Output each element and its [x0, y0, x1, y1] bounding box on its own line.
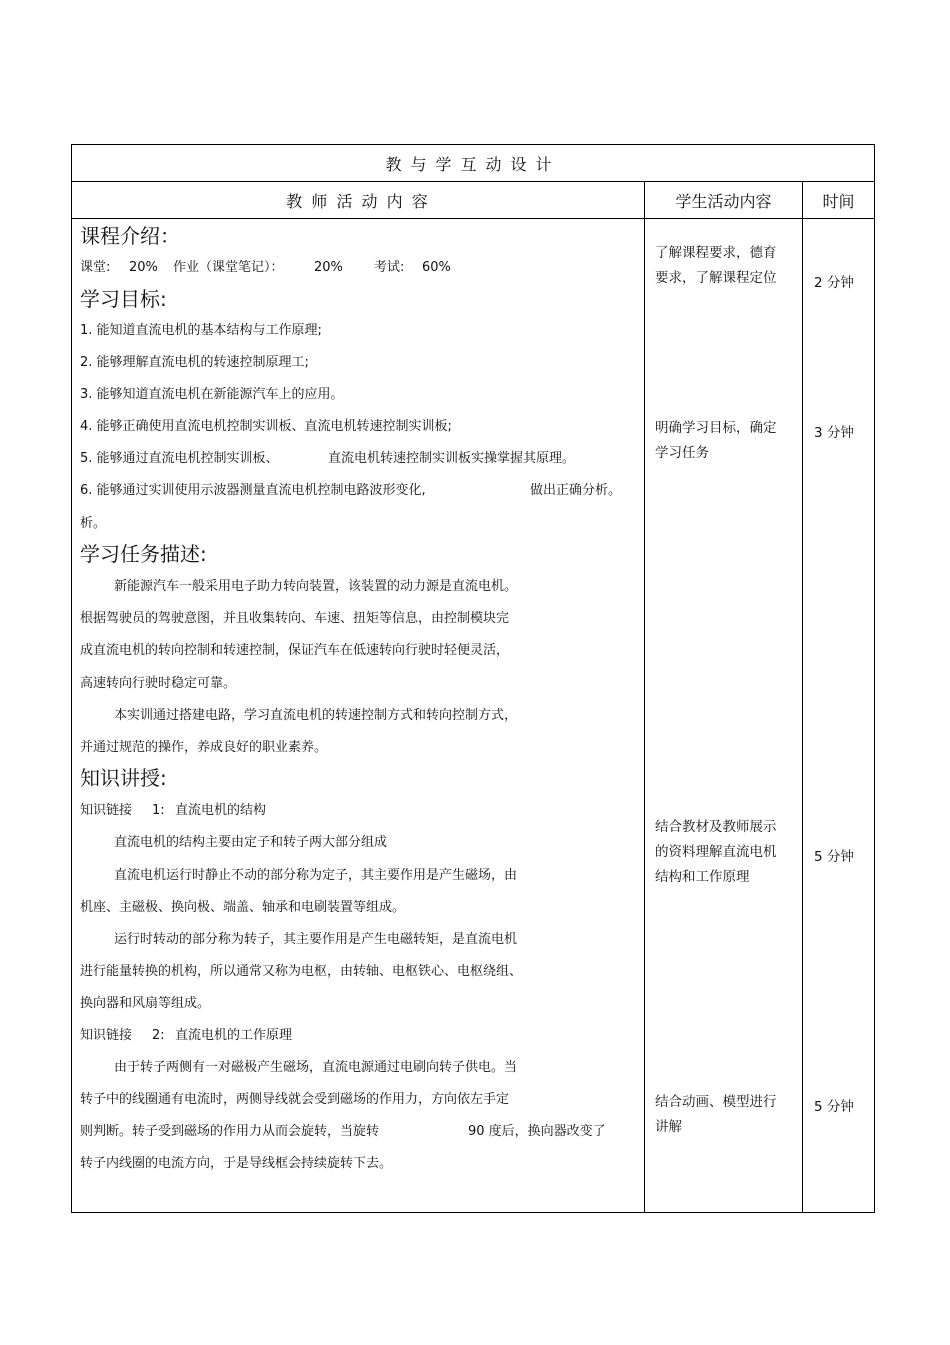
task-line: 本实训通过搭建电路，学习直流电机的转速控制方式和转向控制方式，: [114, 708, 518, 723]
task-heading: 学习任务描述:: [80, 542, 207, 566]
link2-line: 转子内线圈的电流方向，于是导线框会持续旋转下去。: [80, 1156, 393, 1171]
objectives-heading: 学习目标:: [80, 287, 167, 311]
objective-item-continuation: 做出正确分析。: [530, 483, 622, 498]
time-value: 2 分钟: [814, 275, 854, 291]
grading-exam-value: 60%: [422, 260, 451, 275]
link2-number: 2:: [152, 1028, 165, 1043]
link2-line-continuation: 90 度后，换向器改变了: [468, 1124, 606, 1139]
link1-line: 直流电机的结构主要由定子和转子两大部分组成: [114, 835, 388, 850]
link2-label: 知识链接: [80, 1028, 133, 1043]
grading-homework-value: 20%: [314, 260, 343, 275]
link1-line: 进行能量转换的机构，所以通常又称为电枢，由转轴、电枢铁心、电枢绕组、: [80, 964, 523, 979]
link1-line: 机座、主磁极、换向极、端盖、轴承和电刷装置等组成。: [80, 900, 406, 915]
time-value: 3 分钟: [814, 425, 854, 441]
objective-item: 6. 能够通过实训使用示波器测量直流电机控制电路波形变化,: [80, 483, 426, 498]
time-value: 5 分钟: [814, 1099, 854, 1115]
objective-item: 3. 能够知道直流电机在新能源汽车上的应用。: [80, 387, 344, 402]
time-value: 5 分钟: [814, 849, 854, 865]
link2-line: 转子中的线圈通有电流时，两侧导线就会受到磁场的作用力，方向依左手定: [80, 1092, 510, 1107]
objective-item: 4. 能够正确使用直流电机控制实训板、直流电机转速控制实训板;: [80, 419, 452, 434]
objective-item: 1. 能知道直流电机的基本结构与工作原理;: [80, 323, 322, 338]
grading-class-value: 20%: [129, 260, 158, 275]
grading-homework-label: 作业（课堂笔记）：: [173, 260, 284, 275]
student-activity: 结合动画、模型进行讲解: [655, 1094, 777, 1135]
header-teacher: 教 师 活 动 内 容: [286, 192, 430, 211]
objective-item: 2. 能够理解直流电机的转速控制原理工;: [80, 355, 309, 370]
column-divider-2: [802, 182, 803, 1212]
link1-number: 1:: [152, 803, 165, 818]
student-activity: 明确学习目标，确定学习任务: [655, 420, 777, 461]
link1-line: 运行时转动的部分称为转子，其主要作用是产生电磁转矩，是直流电机: [114, 932, 518, 947]
link1-line: 直流电机运行时静止不动的部分称为定子，其主要作用是产生磁场，由: [114, 868, 518, 883]
objective-item-continuation: 直流电机转速控制实训板实操掌握其原理。: [328, 451, 576, 466]
task-line: 高速转向行驶时稳定可靠。: [80, 676, 237, 691]
link1-label: 知识链接: [80, 803, 133, 818]
link1-line: 换向器和风扇等组成。: [80, 996, 211, 1011]
task-line: 根据驾驶员的驾驶意图，并且收集转向、车速、扭矩等信息，由控制模块完: [80, 611, 510, 626]
header-student: 学生活动内容: [675, 192, 772, 211]
knowledge-heading: 知识讲授:: [80, 766, 167, 790]
objective-wrap-text: 析。: [80, 516, 107, 531]
student-activity: 结合教材及教师展示的资料理解直流电机结构和工作原理: [655, 819, 777, 885]
task-line: 成直流电机的转向控制和转速控制，保证汽车在低速转向行驶时轻便灵活，: [80, 643, 510, 658]
link2-title: 直流电机的工作原理: [175, 1028, 293, 1043]
grading-exam-label: 考试:: [374, 260, 405, 275]
column-divider-1: [644, 182, 645, 1212]
student-activity: 了解课程要求，德育要求，了解课程定位: [655, 245, 777, 286]
task-line: 新能源汽车一般采用电子助力转向装置，该装置的动力源是直流电机。: [114, 579, 518, 594]
link1-title: 直流电机的结构: [175, 803, 267, 818]
link2-line: 则判断。转子受到磁场的作用力从而会旋转，当旋转: [80, 1124, 380, 1139]
task-line: 并通过规范的操作，养成良好的职业素养。: [80, 740, 328, 755]
header-time: 时间: [822, 192, 855, 211]
link2-line: 由于转子两侧有一对磁极产生磁场，直流电源通过电刷向转子供电。当: [114, 1060, 518, 1075]
grading-class-label: 课堂:: [80, 260, 111, 275]
objective-item: 5. 能够通过直流电机控制实训板、: [80, 451, 279, 466]
table-title: 教与学互动设计: [385, 154, 561, 174]
course-intro-heading: 课程介绍：: [80, 224, 180, 248]
